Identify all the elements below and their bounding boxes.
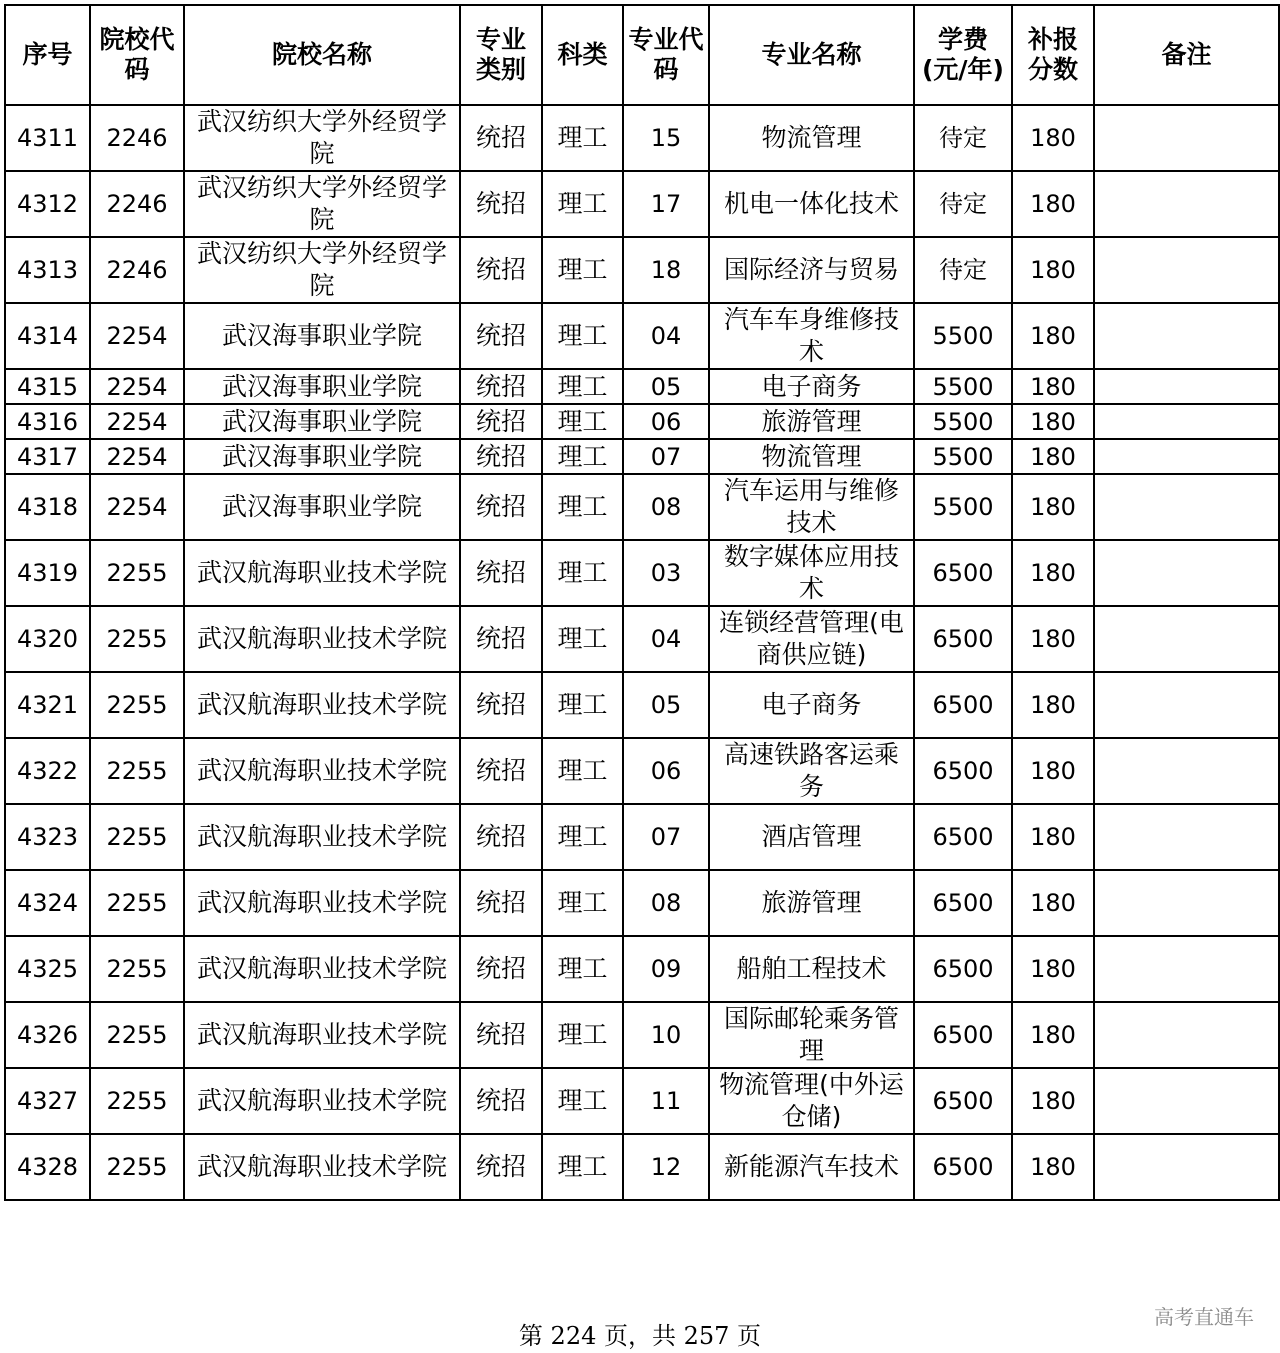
table-row (5, 439, 1279, 474)
cell-no: 4313 (5, 237, 90, 303)
cell-major-type: 统招 (460, 439, 542, 474)
cell-major-code: 03 (623, 540, 709, 606)
cell-school-code: 2255 (90, 1068, 184, 1134)
cell-school-name: 武汉纺织大学外经贸学院 (184, 237, 460, 303)
cell-fee: 6500 (914, 672, 1012, 738)
cell-score: 180 (1012, 606, 1094, 672)
cell-note (1094, 303, 1279, 369)
cell-school-name: 武汉航海职业技术学院 (184, 1134, 460, 1200)
cell-major-code: 04 (623, 303, 709, 369)
cell-subject: 理工 (542, 439, 623, 474)
cell-score: 180 (1012, 404, 1094, 439)
cell-fee: 6500 (914, 1068, 1012, 1134)
cell-major-code: 15 (623, 105, 709, 171)
cell-score: 180 (1012, 1068, 1094, 1134)
cell-major-code: 08 (623, 474, 709, 540)
cell-major-code: 05 (623, 672, 709, 738)
cell-major-code: 11 (623, 1068, 709, 1134)
cell-school-name: 武汉航海职业技术学院 (184, 804, 460, 870)
cell-subject: 理工 (542, 105, 623, 171)
cell-school-name: 武汉纺织大学外经贸学院 (184, 171, 460, 237)
cell-no: 4323 (5, 804, 90, 870)
cell-school-code: 2254 (90, 474, 184, 540)
cell-no: 4315 (5, 369, 90, 404)
cell-subject: 理工 (542, 404, 623, 439)
cell-subject: 理工 (542, 171, 623, 237)
cell-major-name: 国际经济与贸易 (709, 237, 914, 303)
cell-subject: 理工 (542, 369, 623, 404)
watermark: 高考直通车 (1154, 1305, 1254, 1329)
cell-school-name: 武汉航海职业技术学院 (184, 672, 460, 738)
table-row (5, 540, 1279, 606)
cell-school-code: 2254 (90, 303, 184, 369)
cell-major-type: 统招 (460, 474, 542, 540)
header-score: 补报分数 (1012, 5, 1094, 105)
cell-fee: 6500 (914, 540, 1012, 606)
cell-fee: 6500 (914, 738, 1012, 804)
cell-school-name: 武汉航海职业技术学院 (184, 1068, 460, 1134)
cell-no: 4318 (5, 474, 90, 540)
table-row (5, 237, 1279, 303)
cell-school-code: 2254 (90, 369, 184, 404)
cell-note (1094, 738, 1279, 804)
cell-fee: 6500 (914, 606, 1012, 672)
cell-major-type: 统招 (460, 606, 542, 672)
cell-major-type: 统招 (460, 171, 542, 237)
cell-school-name: 武汉航海职业技术学院 (184, 870, 460, 936)
cell-subject: 理工 (542, 1134, 623, 1200)
cell-no: 4314 (5, 303, 90, 369)
cell-major-name: 物流管理 (709, 105, 914, 171)
cell-score: 180 (1012, 738, 1094, 804)
cell-major-type: 统招 (460, 870, 542, 936)
cell-fee: 5500 (914, 303, 1012, 369)
cell-school-code: 2246 (90, 105, 184, 171)
cell-no: 4328 (5, 1134, 90, 1200)
header-note: 备注 (1094, 5, 1279, 105)
cell-no: 4321 (5, 672, 90, 738)
cell-major-type: 统招 (460, 738, 542, 804)
cell-school-code: 2255 (90, 1002, 184, 1068)
cell-subject: 理工 (542, 1002, 623, 1068)
cell-score: 180 (1012, 439, 1094, 474)
cell-school-code: 2255 (90, 672, 184, 738)
cell-school-code: 2255 (90, 870, 184, 936)
cell-fee: 6500 (914, 804, 1012, 870)
header-subject: 科类 (542, 5, 623, 105)
cell-note (1094, 672, 1279, 738)
cell-no: 4317 (5, 439, 90, 474)
cell-school-code: 2246 (90, 171, 184, 237)
cell-major-code: 12 (623, 1134, 709, 1200)
table-row (5, 738, 1279, 804)
cell-no: 4322 (5, 738, 90, 804)
cell-no: 4327 (5, 1068, 90, 1134)
cell-major-name: 汽车运用与维修技术 (709, 474, 914, 540)
cell-no: 4312 (5, 171, 90, 237)
cell-note (1094, 369, 1279, 404)
cell-school-code: 2255 (90, 1134, 184, 1200)
table-row (5, 474, 1279, 540)
cell-school-code: 2255 (90, 804, 184, 870)
cell-major-type: 统招 (460, 936, 542, 1002)
header-major-code: 专业代码 (623, 5, 709, 105)
cell-major-type: 统招 (460, 804, 542, 870)
cell-subject: 理工 (542, 606, 623, 672)
cell-major-name: 新能源汽车技术 (709, 1134, 914, 1200)
table-row (5, 1134, 1279, 1200)
cell-fee: 5500 (914, 369, 1012, 404)
table-row (5, 171, 1279, 237)
cell-no: 4319 (5, 540, 90, 606)
cell-score: 180 (1012, 936, 1094, 1002)
cell-major-code: 07 (623, 804, 709, 870)
cell-score: 180 (1012, 672, 1094, 738)
cell-major-code: 18 (623, 237, 709, 303)
cell-score: 180 (1012, 474, 1094, 540)
cell-subject: 理工 (542, 672, 623, 738)
cell-school-name: 武汉航海职业技术学院 (184, 540, 460, 606)
cell-note (1094, 936, 1279, 1002)
cell-major-name: 物流管理(中外运仓储) (709, 1068, 914, 1134)
cell-score: 180 (1012, 804, 1094, 870)
page-number: 第 224 页，共 257 页 (518, 1322, 762, 1350)
cell-fee: 待定 (914, 105, 1012, 171)
cell-subject: 理工 (542, 936, 623, 1002)
cell-score: 180 (1012, 540, 1094, 606)
cell-school-name: 武汉海事职业学院 (184, 439, 460, 474)
cell-score: 180 (1012, 369, 1094, 404)
cell-major-type: 统招 (460, 1002, 542, 1068)
cell-major-type: 统招 (460, 369, 542, 404)
cell-note (1094, 237, 1279, 303)
header-school-code: 院校代码 (90, 5, 184, 105)
cell-score: 180 (1012, 870, 1094, 936)
cell-major-type: 统招 (460, 404, 542, 439)
cell-no: 4320 (5, 606, 90, 672)
cell-fee: 6500 (914, 1002, 1012, 1068)
cell-major-code: 04 (623, 606, 709, 672)
cell-major-name: 连锁经营管理(电商供应链) (709, 606, 914, 672)
table-row (5, 1002, 1279, 1068)
cell-fee: 6500 (914, 870, 1012, 936)
table-row (5, 870, 1279, 936)
cell-score: 180 (1012, 171, 1094, 237)
cell-fee: 待定 (914, 171, 1012, 237)
cell-school-code: 2254 (90, 439, 184, 474)
table-row (5, 303, 1279, 369)
cell-no: 4311 (5, 105, 90, 171)
cell-major-name: 旅游管理 (709, 404, 914, 439)
cell-major-name: 高速铁路客运乘务 (709, 738, 914, 804)
cell-note (1094, 540, 1279, 606)
cell-note (1094, 474, 1279, 540)
cell-major-code: 09 (623, 936, 709, 1002)
cell-no: 4326 (5, 1002, 90, 1068)
cell-subject: 理工 (542, 1068, 623, 1134)
cell-fee: 待定 (914, 237, 1012, 303)
cell-subject: 理工 (542, 870, 623, 936)
cell-major-code: 08 (623, 870, 709, 936)
cell-score: 180 (1012, 1134, 1094, 1200)
cell-major-name: 旅游管理 (709, 870, 914, 936)
cell-school-name: 武汉海事职业学院 (184, 303, 460, 369)
cell-school-name: 武汉航海职业技术学院 (184, 936, 460, 1002)
table-row (5, 404, 1279, 439)
cell-score: 180 (1012, 1002, 1094, 1068)
header-school-name: 院校名称 (184, 5, 460, 105)
cell-no: 4316 (5, 404, 90, 439)
header-major-name: 专业名称 (709, 5, 914, 105)
cell-major-code: 07 (623, 439, 709, 474)
cell-major-code: 17 (623, 171, 709, 237)
cell-major-type: 统招 (460, 105, 542, 171)
cell-major-name: 物流管理 (709, 439, 914, 474)
header-no: 序号 (5, 5, 90, 105)
cell-school-code: 2255 (90, 936, 184, 1002)
cell-no: 4325 (5, 936, 90, 1002)
cell-major-code: 05 (623, 369, 709, 404)
cell-score: 180 (1012, 105, 1094, 171)
admission-table (4, 4, 1280, 1201)
cell-note (1094, 804, 1279, 870)
table-row (5, 672, 1279, 738)
cell-fee: 5500 (914, 439, 1012, 474)
cell-school-code: 2255 (90, 606, 184, 672)
table-row (5, 606, 1279, 672)
cell-school-name: 武汉航海职业技术学院 (184, 1002, 460, 1068)
cell-school-name: 武汉海事职业学院 (184, 404, 460, 439)
cell-major-code: 06 (623, 404, 709, 439)
cell-school-name: 武汉海事职业学院 (184, 369, 460, 404)
table-row (5, 936, 1279, 1002)
cell-subject: 理工 (542, 540, 623, 606)
cell-note (1094, 404, 1279, 439)
header-major-type: 专业类别 (460, 5, 542, 105)
cell-major-type: 统招 (460, 672, 542, 738)
cell-major-name: 机电一体化技术 (709, 171, 914, 237)
cell-score: 180 (1012, 237, 1094, 303)
cell-school-code: 2255 (90, 738, 184, 804)
cell-major-code: 06 (623, 738, 709, 804)
cell-subject: 理工 (542, 474, 623, 540)
cell-fee: 6500 (914, 936, 1012, 1002)
cell-note (1094, 171, 1279, 237)
cell-note (1094, 870, 1279, 936)
cell-school-name: 武汉纺织大学外经贸学院 (184, 105, 460, 171)
cell-score: 180 (1012, 303, 1094, 369)
cell-note (1094, 1068, 1279, 1134)
cell-major-type: 统招 (460, 1134, 542, 1200)
cell-major-code: 10 (623, 1002, 709, 1068)
table-row (5, 369, 1279, 404)
cell-school-name: 武汉海事职业学院 (184, 474, 460, 540)
cell-subject: 理工 (542, 804, 623, 870)
cell-major-type: 统招 (460, 1068, 542, 1134)
table-row (5, 804, 1279, 870)
cell-major-name: 酒店管理 (709, 804, 914, 870)
cell-major-name: 电子商务 (709, 369, 914, 404)
cell-school-name: 武汉航海职业技术学院 (184, 738, 460, 804)
cell-major-name: 国际邮轮乘务管理 (709, 1002, 914, 1068)
cell-note (1094, 439, 1279, 474)
cell-major-type: 统招 (460, 540, 542, 606)
header-row (5, 5, 1279, 105)
table-row (5, 1068, 1279, 1134)
header-fee: 学费(元/年) (914, 5, 1012, 105)
cell-major-type: 统招 (460, 303, 542, 369)
cell-major-name: 汽车车身维修技术 (709, 303, 914, 369)
cell-school-name: 武汉航海职业技术学院 (184, 606, 460, 672)
cell-major-name: 船舶工程技术 (709, 936, 914, 1002)
cell-school-code: 2255 (90, 540, 184, 606)
cell-subject: 理工 (542, 303, 623, 369)
cell-note (1094, 1002, 1279, 1068)
table-row (5, 105, 1279, 171)
cell-note (1094, 105, 1279, 171)
cell-major-name: 电子商务 (709, 672, 914, 738)
cell-major-name: 数字媒体应用技术 (709, 540, 914, 606)
cell-school-code: 2254 (90, 404, 184, 439)
cell-subject: 理工 (542, 738, 623, 804)
cell-school-code: 2246 (90, 237, 184, 303)
cell-note (1094, 1134, 1279, 1200)
cell-subject: 理工 (542, 237, 623, 303)
cell-fee: 5500 (914, 474, 1012, 540)
cell-fee: 6500 (914, 1134, 1012, 1200)
cell-major-type: 统招 (460, 237, 542, 303)
cell-fee: 5500 (914, 404, 1012, 439)
cell-no: 4324 (5, 870, 90, 936)
cell-note (1094, 606, 1279, 672)
